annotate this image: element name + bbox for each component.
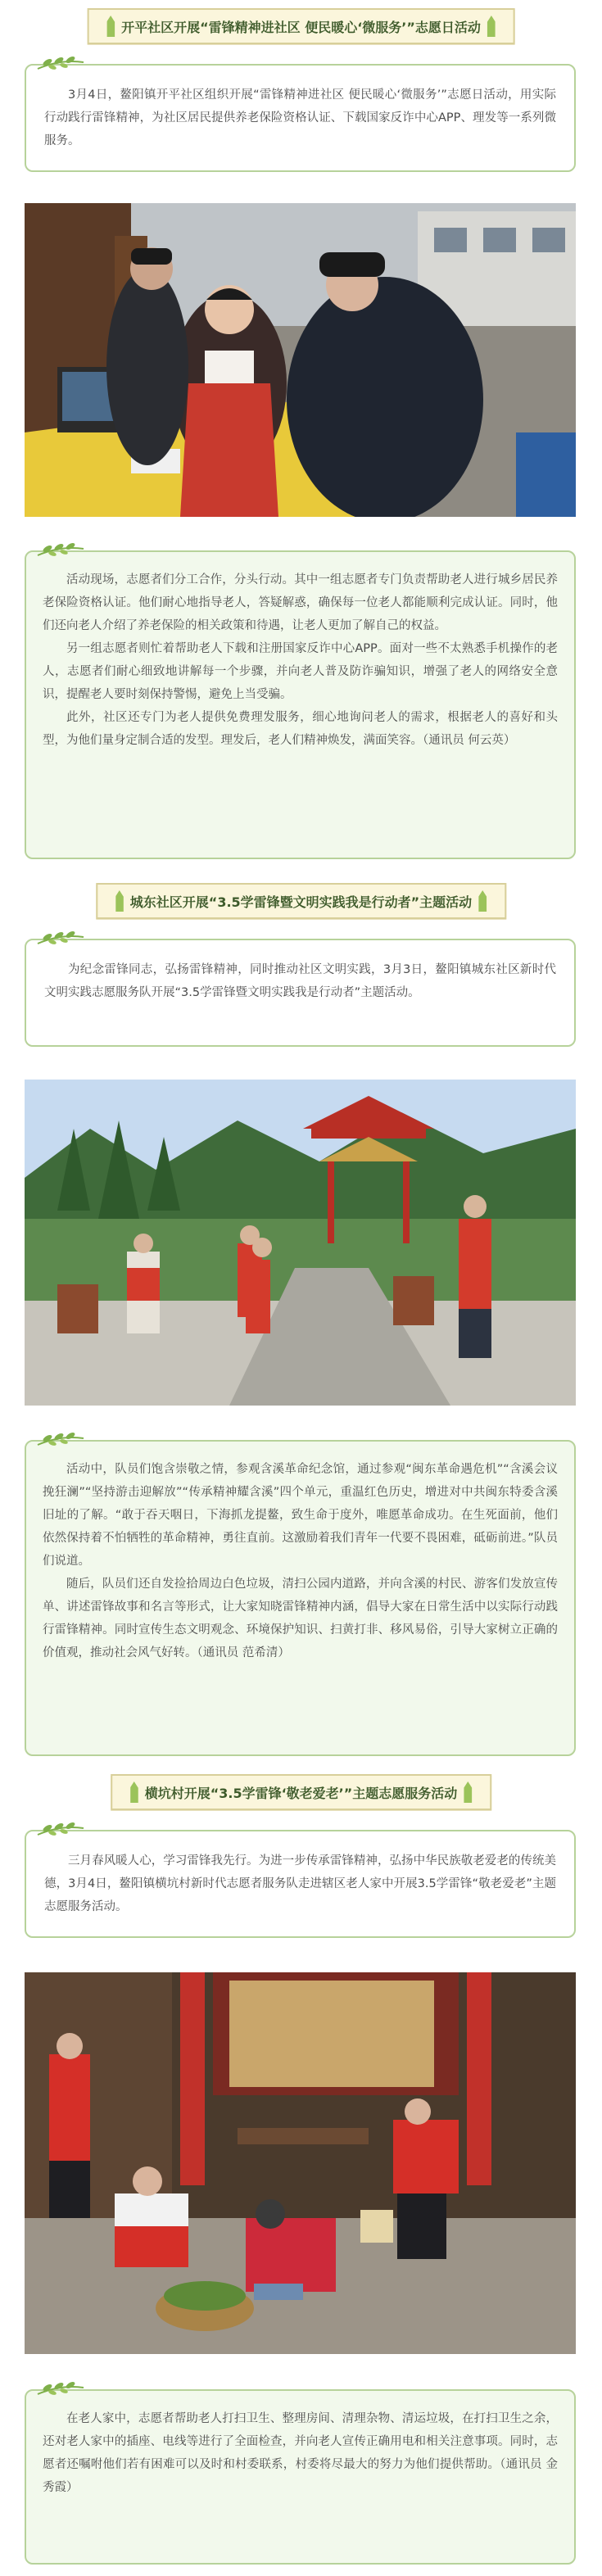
- banner-flag-icon: [130, 1781, 138, 1803]
- leaf-sprig-icon: [36, 54, 85, 72]
- section1-body-paragraph: 另一组志愿者则忙着帮助老人下载和注册国家反诈中心APP。面对一些不太熟悉手机操作的老人，志愿者们耐心细致地讲解每一个步骤，并向老人普及防诈骗知识，增强了老人的网络安全意识，提醒老人要时刻保持警惕，避免上当受骗。: [43, 642, 558, 701]
- banner-flag-icon: [464, 1781, 472, 1803]
- section2-photo: [25, 1080, 576, 1406]
- section1-body-paragraph: 活动现场，志愿者们分工合作，分头行动。其中一组志愿者专门负责帮助老人进行城乡居民养老保险资格认证。他们耐心地指导老人，答疑解惑，确保每一位老人都能顺利完成认证。同时，他们还向老人介绍了养老保险的相关政策和待遇，让老人更加了解自己的权益。: [43, 573, 558, 632]
- leaf-sprig-icon: [36, 541, 85, 559]
- section2-title-banner: [96, 883, 506, 919]
- section1-intro-box: [25, 64, 576, 172]
- section3-title-banner: [111, 1774, 492, 1810]
- section1-title: 开平社区开展“雷锋精神进社区 便民暖心‘微服务’”志愿日活动: [121, 19, 481, 35]
- section2-body-box: [25, 1440, 576, 1756]
- section3-photo: [25, 1972, 576, 2354]
- banner-flag-icon: [106, 16, 115, 37]
- section1-intro-text: 3月4日，鳌阳镇开平社区组织开展“雷锋精神进社区 便民暖心‘微服务’”志愿日活动，用实际行动践行雷锋精神，为社区居民提供养老保险资格认证、下载国家反诈中心APP、理发等一系列微服务。: [44, 88, 556, 147]
- section1-body-paragraph: 此外，社区还专门为老人提供免费理发服务，细心地询问老人的需求，根据老人的喜好和头型，为他们量身定制合适的发型。理发后，老人们精神焕发，满面笑容。（通讯员 何云英）: [43, 711, 558, 747]
- section1-title-banner: [87, 8, 515, 44]
- section3-body-paragraph: 在老人家中，志愿者帮助老人打扫卫生、整理房间、清理杂物、清运垃圾，在打扫卫生之余，还对老人家中的插座、电线等进行了全面检查，并向老人宣传正确用电和相关注意事项。同时，志愿者还嘱咐他们若有困难可以及时和村委联系，村委将尽最大的努力为他们提供帮助。（通讯员 金秀霞）: [43, 2412, 558, 2494]
- section3-intro-box: [25, 1830, 576, 1938]
- section2-title: 城东社区开展“3.5学雷锋暨文明实践我是行动者”主题活动: [129, 894, 473, 910]
- leaf-sprig-icon: [36, 929, 85, 947]
- leaf-sprig-icon: [36, 2379, 85, 2397]
- section2-body-paragraph: 随后，队员们还自发捡拾周边白色垃圾，清扫公园内道路，并向含溪的村民、游客们发放宣传单、讲述雷锋故事和名言等形式，让大家知晓雷锋精神内涵，倡导大家在日常生活中以实际行动践行雷锋精神。同时宣传生态文明观念、环境保护知识、扫黄打非、移风易俗，引导大家树立正确的价值观，推动社会风气好转。（通讯员 范希清）: [43, 1578, 558, 1659]
- section1-body-box: [25, 550, 576, 859]
- banner-flag-icon: [478, 890, 487, 912]
- section2-intro-text: 为纪念雷锋同志，弘扬雷锋精神，同时推动社区文明实践，3月3日，鳌阳镇城东社区新时代文明实践志愿服务队开展“3.5学雷锋暨文明实践我是行动者”主题活动。: [44, 963, 556, 999]
- section3-intro-text: 三月春风暖人心，学习雷锋我先行。为进一步传承雷锋精神，弘扬中华民族敬老爱老的传统美德，3月4日，鳌阳镇横坑村新时代志愿者服务队走进辖区老人家中开展3.5学雷锋“敬老爱老”主题志愿服务活动。: [44, 1854, 556, 1913]
- leaf-sprig-icon: [36, 1430, 85, 1448]
- banner-flag-icon: [487, 16, 496, 37]
- section3-title: 横坑村开展“3.5学雷锋‘敬老爱老’”主题志愿服务活动: [144, 1785, 458, 1801]
- section1-photo: [25, 203, 576, 517]
- section2-intro-box: [25, 939, 576, 1047]
- section3-body-box: [25, 2389, 576, 2565]
- banner-flag-icon: [115, 890, 124, 912]
- leaf-sprig-icon: [36, 1820, 85, 1838]
- section2-body-paragraph: 活动中，队员们饱含崇敬之情，参观含溪革命纪念馆，通过参观“闽东革命遇危机”“含溪会议挽狂澜”“坚持游击迎解放”“传承精神耀含溪”四个单元，重温红色历史，增进对中共闽东特委含溪旧址的了解。“敢于吞天咽日，下海抓龙提鳌，致生命于度外，唯愿革命成功。在生死面前，他们依然保持着不怕牺牲的革命精神，勇往直前。这激励着我们青年一代要不畏困难，砥砺前进。”队员们说道。: [43, 1463, 558, 1568]
